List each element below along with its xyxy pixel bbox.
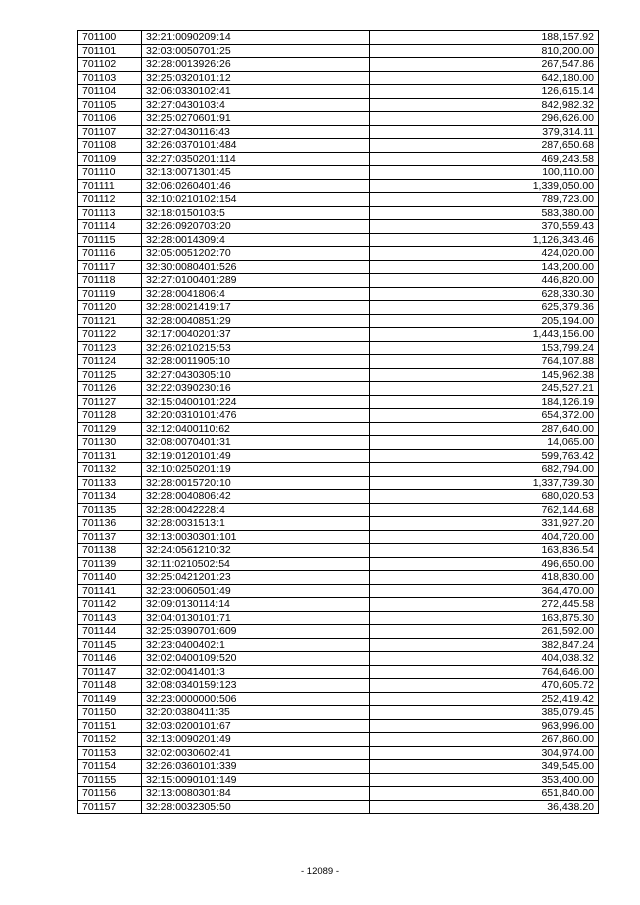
value-cell: 810,200.00 — [370, 44, 599, 58]
record-number-cell: 701144 — [78, 625, 142, 639]
record-number-cell: 701112 — [78, 193, 142, 207]
table-row — [78, 125, 599, 139]
record-number-cell: 701108 — [78, 139, 142, 153]
table-row — [78, 638, 599, 652]
cadastral-number-cell: 32:02:0041401:3 — [142, 665, 370, 679]
table-row — [78, 598, 599, 612]
table-row — [78, 139, 599, 153]
value-cell: 682,794.00 — [370, 463, 599, 477]
cadastral-number-cell: 32:13:0080301:84 — [142, 787, 370, 801]
record-number-cell: 701121 — [78, 314, 142, 328]
table-body — [78, 31, 599, 814]
record-number-cell: 701125 — [78, 368, 142, 382]
record-number-cell: 701147 — [78, 665, 142, 679]
value-cell: 349,545.00 — [370, 760, 599, 774]
record-number-cell: 701100 — [78, 31, 142, 45]
value-cell: 188,157.92 — [370, 31, 599, 45]
cadastral-number-cell: 32:10:0250201:19 — [142, 463, 370, 477]
record-number-cell: 701151 — [78, 719, 142, 733]
record-number-cell: 701142 — [78, 598, 142, 612]
cadastral-number-cell: 32:21:0090209:14 — [142, 31, 370, 45]
record-number-cell: 701132 — [78, 463, 142, 477]
cadastral-number-cell: 32:28:0042228:4 — [142, 503, 370, 517]
table-row — [78, 409, 599, 423]
table-row — [78, 692, 599, 706]
table-row — [78, 746, 599, 760]
value-cell: 762,144.68 — [370, 503, 599, 517]
table-row — [78, 706, 599, 720]
table-row — [78, 58, 599, 72]
cadastral-number-cell: 32:17:0040201:37 — [142, 328, 370, 342]
value-cell: 205,194.00 — [370, 314, 599, 328]
cadastral-number-cell: 32:13:0030301:101 — [142, 530, 370, 544]
table-row — [78, 193, 599, 207]
table-row — [78, 652, 599, 666]
record-number-cell: 701130 — [78, 436, 142, 450]
table-row — [78, 179, 599, 193]
value-cell: 331,927.20 — [370, 517, 599, 531]
value-cell: 163,875.30 — [370, 611, 599, 625]
table-row — [78, 71, 599, 85]
cadastral-number-cell: 32:30:0080401:526 — [142, 260, 370, 274]
record-number-cell: 701127 — [78, 395, 142, 409]
value-cell: 583,380.00 — [370, 206, 599, 220]
record-number-cell: 701102 — [78, 58, 142, 72]
record-number-cell: 701122 — [78, 328, 142, 342]
record-number-cell: 701110 — [78, 166, 142, 180]
record-number-cell: 701137 — [78, 530, 142, 544]
value-cell: 418,830.00 — [370, 571, 599, 585]
value-cell: 296,626.00 — [370, 112, 599, 126]
cadastral-number-cell: 32:28:0015720:10 — [142, 476, 370, 490]
table-row — [78, 503, 599, 517]
value-cell: 245,527.21 — [370, 382, 599, 396]
cadastral-number-cell: 32:13:0071301:45 — [142, 166, 370, 180]
cadastral-number-cell: 32:24:0561210:32 — [142, 544, 370, 558]
value-cell: 364,470.00 — [370, 584, 599, 598]
cadastral-number-cell: 32:27:0100401:289 — [142, 274, 370, 288]
table-row — [78, 301, 599, 315]
cadastral-number-cell: 32:28:0014309:4 — [142, 233, 370, 247]
value-cell: 153,799.24 — [370, 341, 599, 355]
table-row — [78, 31, 599, 45]
cadastral-number-cell: 32:11:0210502:54 — [142, 557, 370, 571]
record-number-cell: 701119 — [78, 287, 142, 301]
value-cell: 764,107.88 — [370, 355, 599, 369]
record-number-cell: 701128 — [78, 409, 142, 423]
table-row — [78, 719, 599, 733]
cadastral-number-cell: 32:18:0150103:5 — [142, 206, 370, 220]
cadastral-number-cell: 32:27:0430103:4 — [142, 98, 370, 112]
table-row — [78, 611, 599, 625]
cadastral-number-cell: 32:28:0021419:17 — [142, 301, 370, 315]
cadastral-number-cell: 32:27:0430116:43 — [142, 125, 370, 139]
record-number-cell: 701118 — [78, 274, 142, 288]
value-cell: 680,020.53 — [370, 490, 599, 504]
cadastral-number-cell: 32:05:0051202:70 — [142, 247, 370, 261]
table-row — [78, 733, 599, 747]
cadastral-number-cell: 32:06:0330102:41 — [142, 85, 370, 99]
cadastral-number-cell: 32:03:0050701:25 — [142, 44, 370, 58]
table-row — [78, 85, 599, 99]
record-number-cell: 701153 — [78, 746, 142, 760]
cadastral-number-cell: 32:25:0320101:12 — [142, 71, 370, 85]
record-number-cell: 701106 — [78, 112, 142, 126]
value-cell: 272,445.58 — [370, 598, 599, 612]
cadastral-number-cell: 32:23:0400402:1 — [142, 638, 370, 652]
table-row — [78, 287, 599, 301]
table-row — [78, 490, 599, 504]
value-cell: 267,547.86 — [370, 58, 599, 72]
table-row — [78, 260, 599, 274]
table-row — [78, 625, 599, 639]
table-row — [78, 422, 599, 436]
cadastral-number-cell: 32:13:0090201:49 — [142, 733, 370, 747]
cadastral-number-cell: 32:15:0400101:224 — [142, 395, 370, 409]
cadastral-number-cell: 32:26:0370101:484 — [142, 139, 370, 153]
table-row — [78, 436, 599, 450]
cadastral-number-cell: 32:28:0011905:10 — [142, 355, 370, 369]
table-row — [78, 773, 599, 787]
cadastral-number-cell: 32:27:0430305:10 — [142, 368, 370, 382]
table-row — [78, 152, 599, 166]
value-cell: 261,592.00 — [370, 625, 599, 639]
value-cell: 470,605.72 — [370, 679, 599, 693]
cadastral-number-cell: 32:20:0310101:476 — [142, 409, 370, 423]
table-row — [78, 800, 599, 814]
record-number-cell: 701152 — [78, 733, 142, 747]
record-number-cell: 701124 — [78, 355, 142, 369]
record-number-cell: 701154 — [78, 760, 142, 774]
cadastral-number-cell: 32:28:0032305:50 — [142, 800, 370, 814]
cadastral-number-cell: 32:25:0270601:91 — [142, 112, 370, 126]
cadastral-number-cell: 32:02:0030602:41 — [142, 746, 370, 760]
value-cell: 1,339,050.00 — [370, 179, 599, 193]
record-number-cell: 701126 — [78, 382, 142, 396]
cadastral-number-cell: 32:25:0421201:23 — [142, 571, 370, 585]
cadastral-number-cell: 32:09:0130114:14 — [142, 598, 370, 612]
record-number-cell: 701157 — [78, 800, 142, 814]
value-cell: 789,723.00 — [370, 193, 599, 207]
record-number-cell: 701109 — [78, 152, 142, 166]
record-number-cell: 701146 — [78, 652, 142, 666]
cadastral-number-cell: 32:20:0380411:35 — [142, 706, 370, 720]
cadastral-number-cell: 32:27:0350201:114 — [142, 152, 370, 166]
cadastral-number-cell: 32:08:0070401:31 — [142, 436, 370, 450]
record-number-cell: 701103 — [78, 71, 142, 85]
value-cell: 36,438.20 — [370, 800, 599, 814]
value-cell: 287,650.68 — [370, 139, 599, 153]
record-number-cell: 701113 — [78, 206, 142, 220]
record-number-cell: 701156 — [78, 787, 142, 801]
cadastral-number-cell: 32:28:0031513:1 — [142, 517, 370, 531]
table-row — [78, 530, 599, 544]
record-number-cell: 701138 — [78, 544, 142, 558]
value-cell: 1,126,343.46 — [370, 233, 599, 247]
table-row — [78, 760, 599, 774]
cadastral-number-cell: 32:28:0041806:4 — [142, 287, 370, 301]
record-number-cell: 701135 — [78, 503, 142, 517]
record-number-cell: 701131 — [78, 449, 142, 463]
table-row — [78, 44, 599, 58]
value-cell: 642,180.00 — [370, 71, 599, 85]
table-row — [78, 220, 599, 234]
value-cell: 353,400.00 — [370, 773, 599, 787]
value-cell: 100,110.00 — [370, 166, 599, 180]
record-number-cell: 701104 — [78, 85, 142, 99]
record-number-cell: 701145 — [78, 638, 142, 652]
record-number-cell: 701120 — [78, 301, 142, 315]
cadastral-number-cell: 32:06:0260401:46 — [142, 179, 370, 193]
cadastral-number-cell: 32:19:0120101:49 — [142, 449, 370, 463]
value-cell: 145,962.38 — [370, 368, 599, 382]
table-row — [78, 98, 599, 112]
value-cell: 404,038.32 — [370, 652, 599, 666]
record-number-cell: 701141 — [78, 584, 142, 598]
table-row — [78, 787, 599, 801]
value-cell: 287,640.00 — [370, 422, 599, 436]
record-number-cell: 701105 — [78, 98, 142, 112]
value-cell: 304,974.00 — [370, 746, 599, 760]
table-row — [78, 395, 599, 409]
cadastral-number-cell: 32:08:0340159:123 — [142, 679, 370, 693]
value-cell: 599,763.42 — [370, 449, 599, 463]
value-cell: 143,200.00 — [370, 260, 599, 274]
table-row — [78, 544, 599, 558]
value-cell: 963,996.00 — [370, 719, 599, 733]
value-cell: 404,720.00 — [370, 530, 599, 544]
value-cell: 370,559.43 — [370, 220, 599, 234]
record-number-cell: 701133 — [78, 476, 142, 490]
table-row — [78, 247, 599, 261]
table-row — [78, 233, 599, 247]
record-number-cell: 701150 — [78, 706, 142, 720]
value-cell: 267,860.00 — [370, 733, 599, 747]
page-number: - 12089 - — [300, 866, 340, 877]
value-cell: 184,126.19 — [370, 395, 599, 409]
value-cell: 764,646.00 — [370, 665, 599, 679]
cadastral-number-cell: 32:10:0210102:154 — [142, 193, 370, 207]
data-table — [77, 30, 599, 814]
record-number-cell: 701139 — [78, 557, 142, 571]
record-number-cell: 701114 — [78, 220, 142, 234]
record-number-cell: 701101 — [78, 44, 142, 58]
value-cell: 446,820.00 — [370, 274, 599, 288]
record-number-cell: 701123 — [78, 341, 142, 355]
table-row — [78, 476, 599, 490]
cadastral-number-cell: 32:03:0200101:67 — [142, 719, 370, 733]
record-number-cell: 701134 — [78, 490, 142, 504]
table-row — [78, 368, 599, 382]
value-cell: 1,443,156.00 — [370, 328, 599, 342]
value-cell: 126,615.14 — [370, 85, 599, 99]
cadastral-number-cell: 32:26:0210215:53 — [142, 341, 370, 355]
cadastral-number-cell: 32:28:0013926:26 — [142, 58, 370, 72]
cadastral-number-cell: 32:28:0040806:42 — [142, 490, 370, 504]
record-number-cell: 701117 — [78, 260, 142, 274]
record-number-cell: 701148 — [78, 679, 142, 693]
table-row — [78, 274, 599, 288]
table-row — [78, 571, 599, 585]
value-cell: 469,243.58 — [370, 152, 599, 166]
table-row — [78, 355, 599, 369]
table-row — [78, 463, 599, 477]
cadastral-number-cell: 32:23:0060501:49 — [142, 584, 370, 598]
table-row — [78, 382, 599, 396]
table-row — [78, 112, 599, 126]
record-number-cell: 701136 — [78, 517, 142, 531]
value-cell: 382,847.24 — [370, 638, 599, 652]
cadastral-number-cell: 32:22:0390230:16 — [142, 382, 370, 396]
table-row — [78, 449, 599, 463]
value-cell: 1,337,739.30 — [370, 476, 599, 490]
value-cell: 654,372.00 — [370, 409, 599, 423]
value-cell: 385,079.45 — [370, 706, 599, 720]
table-row — [78, 679, 599, 693]
value-cell: 14,065.00 — [370, 436, 599, 450]
table-row — [78, 557, 599, 571]
cadastral-number-cell: 32:28:0040851:29 — [142, 314, 370, 328]
cadastral-number-cell: 32:26:0360101:339 — [142, 760, 370, 774]
value-cell: 424,020.00 — [370, 247, 599, 261]
table-row — [78, 166, 599, 180]
table-row — [78, 206, 599, 220]
value-cell: 379,314.11 — [370, 125, 599, 139]
value-cell: 651,840.00 — [370, 787, 599, 801]
table-row — [78, 517, 599, 531]
value-cell: 628,330.30 — [370, 287, 599, 301]
value-cell: 625,379.36 — [370, 301, 599, 315]
cadastral-number-cell: 32:23:0000000:506 — [142, 692, 370, 706]
cadastral-number-cell: 32:25:0390701:609 — [142, 625, 370, 639]
table-row — [78, 341, 599, 355]
record-number-cell: 701149 — [78, 692, 142, 706]
record-number-cell: 701115 — [78, 233, 142, 247]
value-cell: 496,650.00 — [370, 557, 599, 571]
value-cell: 252,419.42 — [370, 692, 599, 706]
cadastral-number-cell: 32:12:0400110:62 — [142, 422, 370, 436]
record-number-cell: 701107 — [78, 125, 142, 139]
cadastral-number-cell: 32:04:0130101:71 — [142, 611, 370, 625]
table-row — [78, 314, 599, 328]
record-number-cell: 701155 — [78, 773, 142, 787]
table-row — [78, 665, 599, 679]
cadastral-number-cell: 32:02:0400109:520 — [142, 652, 370, 666]
record-number-cell: 701111 — [78, 179, 142, 193]
value-cell: 842,982.32 — [370, 98, 599, 112]
value-cell: 163,836.54 — [370, 544, 599, 558]
table-row — [78, 328, 599, 342]
table-row — [78, 584, 599, 598]
record-number-cell: 701129 — [78, 422, 142, 436]
record-number-cell: 701143 — [78, 611, 142, 625]
cadastral-number-cell: 32:15:0090101:149 — [142, 773, 370, 787]
record-number-cell: 701140 — [78, 571, 142, 585]
record-number-cell: 701116 — [78, 247, 142, 261]
cadastral-number-cell: 32:26:0920703:20 — [142, 220, 370, 234]
